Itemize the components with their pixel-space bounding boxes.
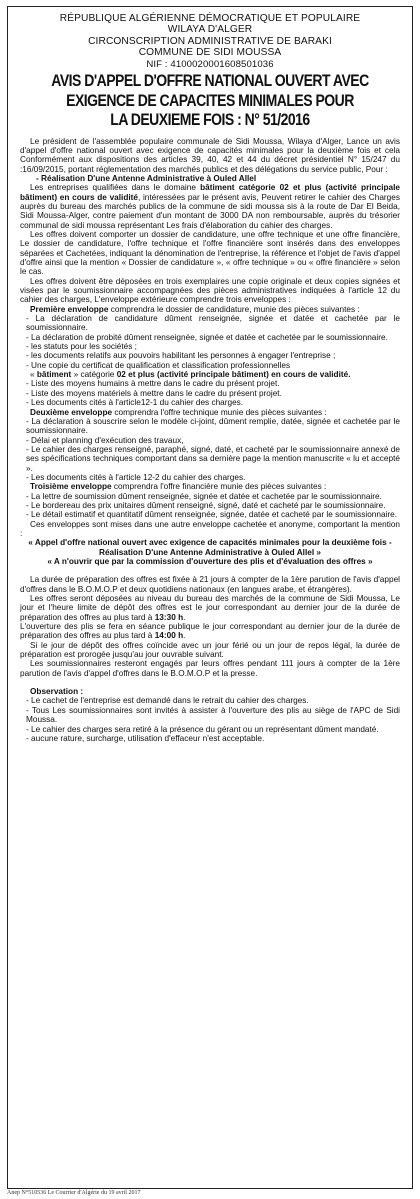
envelope-1-desc: comprendra le dossier de candidature, munie des pièces suivantes : [108,304,360,314]
header-nif: NIF : 4100020001608501036 [146,58,274,70]
observation-item: - Tous Les soumissionnaires sont invités à assister à l'ouverture des plis au siège de l'APC de Sidi Moussa. [26,705,400,725]
notice-frame [7,6,413,1189]
qualification-text-c: , intéressées par le présent avis, Peuvent retirer le cahier des Charges auprès du bureau des marchés publics de la commune de sidi moussa sis à la route de Dar El Beida, Sidi Moussa-Alger, contre paiement d'un montant de 3000 DA non remboursable, auprès du trésorier communal de sidi moussa représentant Les frais d'élaboration du cahier des charges. [20,192,400,230]
envelope-2-item: - Les documents cités à l'article 12-2 du cahier des charges. [26,472,246,482]
duration-paragraph: La durée de préparation des offres est fixée à 21 jours à compter de la 1ère parution de l'avis d'appel d'offres dans le B.O.M.O.P et deux quotidiens nationaux (en langues arabe, et étrangères). [20,575,400,594]
certificate-category-value: 02 et plus (activité principale bâtiment) en cours de validité. [116,370,351,380]
title-line-2: EXIGENCE DE CAPACITES MINIMALES POUR [66,91,354,110]
qualification-paragraph [20,183,400,230]
deposit-paragraph [20,594,400,622]
envelope-3-item: - Le détail estimatif et quantitatif dûment renseignée, signée, datée et cacheté par le soumissionnaire. [26,510,398,520]
offers-composition-paragraph: Les offres doivent comporter un dossier de candidature, une offre technique et une offre financière, Le dossier de candidature, l'offre technique et l'offre financière sont insérés dans des enveloppes séparées et Cachetées, indiquant la dénomination de l'entreprise, la référence et l'objet de l'avis d'appel d'offre ainsi que la mention « Dossier de candidature », « offre technique » ou « offre financière » selon le cas. [20,229,400,277]
envelope-1-item: - les statuts pour les sociétés ; [26,342,137,352]
opening-time: 14:00 h [154,631,184,641]
envelope-1-heading [20,305,400,314]
publication-footer: Anep N°510536 Le Courrier d'Algérie du 19 avril 2017 [7,1190,141,1196]
envelope-1-item: - les documents relatifs aux pouvoirs habilitant les personnes à engager l'entreprise ; [26,351,336,361]
envelope-2-desc: comprendra l'offre technique munie des pièces suivantes : [112,407,327,417]
title-line-3: LA DEUXIEME FOIS : N° 51/2016 [110,111,310,130]
validity-paragraph: Les soumissionnaires resteront engagés par leurs offres pendant 111 jours à compter de la 1ère parution de l'avis d'appel d'offres dans le B.O.M.O.P et la presse. [20,659,400,678]
deposit-time: 13:30 h [154,612,184,622]
envelope-2-item: - Délai et planning d'exécution des travaux, [26,435,184,445]
observation-item: - Le cachet de l'entreprise est demandé dans le retrait du cahier des charges. [26,696,309,706]
opening-end: . [183,631,186,641]
envelope-1-item: - La déclaration de candidature dûment renseignée, signée et datée et cachetée par le soumissionnaire. [26,314,400,333]
envelope-mention-3-text: « A n'ouvrir que par la commission d'ouverture des plis et d'évaluation des offres » [47,557,373,566]
envelope-3-item: - Le bordereau des prix unitaires dûment renseigné, signé, daté et cacheté par le soumissionnaire. [26,500,386,510]
header-circonscription: CIRCONSCRIPTION ADMINISTRATIVE DE BARAKI [88,35,332,47]
envelope-3-desc: comprendra l'offre financière munie des pièces suivantes : [111,482,327,492]
envelope-3-label: Troisième enveloppe [30,482,112,492]
envelope-1-item: - Les documents cités à l'article12-1 du cahier des charges. [26,398,244,408]
notice-title [47,72,374,131]
observation-item: - Le cahier des charges sera retiré à la présence du gérant ou un représentant dûment mandaté. [26,724,379,734]
envelope-1-item: - Une copie du certificat de qualification et classification professionnelles [26,360,291,370]
deposit-end: . [183,612,186,622]
spacer [20,678,400,687]
header-wilaya: WILAYA D'ALGER [167,24,253,36]
header-commune: COMMUNE DE SIDI MOUSSA [138,47,282,59]
envelope-mention-2-text: Réalisation D'une Antenne Administrative à Ouled Allel » [98,547,321,557]
outer-envelope-paragraph: Ces enveloppes sont mises dans une autre enveloppe cachetée et anonyme, comportant la mention : [20,519,400,538]
spacer [20,566,400,575]
certificate-category [20,370,400,379]
envelope-1-item: - La déclaration de probité dûment renseignée, signée et datée et cachetée par le soumissionnaire. [26,332,388,342]
project-title [20,174,400,183]
envelope-2-label: Deuxième enveloppe [30,407,113,417]
qualification-category: bâtiment catégorie 02 et plus (activité principale bâtiment) en cours de validité [20,183,400,202]
envelope-1-label: Première enveloppe [30,304,109,314]
notice-body [20,137,400,744]
envelope-mention-1 [20,538,400,547]
envelope-mention-2 [20,548,400,557]
envelope-mention-3 [20,557,400,566]
observation-label: Observation : [30,687,84,697]
envelope-3-item: - La lettre de soumission dûment renseignée, signée et datée et cachetée par le soumissionnaire. [26,491,382,501]
intro-paragraph: Le président de l'assemblée populaire communale de Sidi Moussa, Wilaya d'Alger, Lance un avis d'appel d'offre national ouvert avec exigence de capacités minimales pour la deuxième fois et cela Conformément aux dispositions des articles 39, 40, 42 et 44 du décret présidentiel N° 15/247 du :16/09/2015, portant réglementation des marchés publics et des délégations du service public, Pour : [20,136,400,174]
certificate-category-label: » catégorie [71,370,117,380]
title-line-1: AVIS D'APPEL D'OFFRE NATIONAL OUVERT AVEC [51,72,369,91]
opening-text: L'ouverture des plis se fera en séance publique le jour correspondant au dernier jour de la durée de préparation des offres au plus tard à [20,622,400,641]
envelope-2-heading [20,408,400,417]
deposit-text: Les offres seront déposées au niveau du bureau des marchés de la commune de Sidi Moussa, Le jour et l'heure limite de dépôt des offres est le jour correspondant au dernier jour de la durée de préparation des offres au plus tard à [20,594,400,622]
opening-paragraph [20,622,400,641]
header-republic: RÉPUBLIQUE ALGÉRIENNE DÉMOCRATIQUE ET POPULAIRE [59,13,361,24]
project-title-text: - Réalisation D'une Antenne Administrative à Ouled Allel [36,173,257,183]
offers-deposit-paragraph: Les offres doivent être déposées en trois exemplaires une copie originale et deux copies signées et visées par le soumissionnaire accompagnées des pièces administratives indiquées à l'article 12 du cahier des charges, L'enveloppe extérieure comprendre trois enveloppes : [20,276,400,305]
qualification-text-a: Les entreprises qualifiées dans le domaine [30,183,201,193]
envelope-2-item: - Le cahier des charges renseigné, paraphé, signé, daté, et cacheté par le soumissionnaire annexé de ses spécifications techniques comportant dans sa dernière page la mention manuscrite « lu et accepté ». [26,444,400,473]
certificate-quote-open: « [30,370,37,380]
envelope-1-item: - Liste des moyens matériels à mettre dans le cadre du présent projet. [26,388,282,398]
observation-heading [20,687,400,696]
envelope-1-item: - Liste des moyens humains à mettre dans le cadre du présent projet. [26,379,280,389]
envelope-mention-1-text: « Appel d'offre national ouvert avec exigence de capacités minimales pour la deuxième fois - [28,538,392,548]
envelope-2-item: - La déclaration à souscrire selon le modèle ci-joint, dûment remplie, datée, signée et cachetée par le soumissionnaire. [26,416,400,436]
observation-item: - aucune rature, surcharge, utilisation d'effaceur n'est acceptable. [26,733,265,743]
certificate-domain: bâtiment [36,370,72,380]
holiday-paragraph: Si le jour de dépôt des offres coïncide avec un jour férié ou un jour de repos légal, la durée de préparation est prorogée jusqu'au jour ouvrable suivant. [20,640,400,660]
envelope-3-heading [20,482,400,491]
